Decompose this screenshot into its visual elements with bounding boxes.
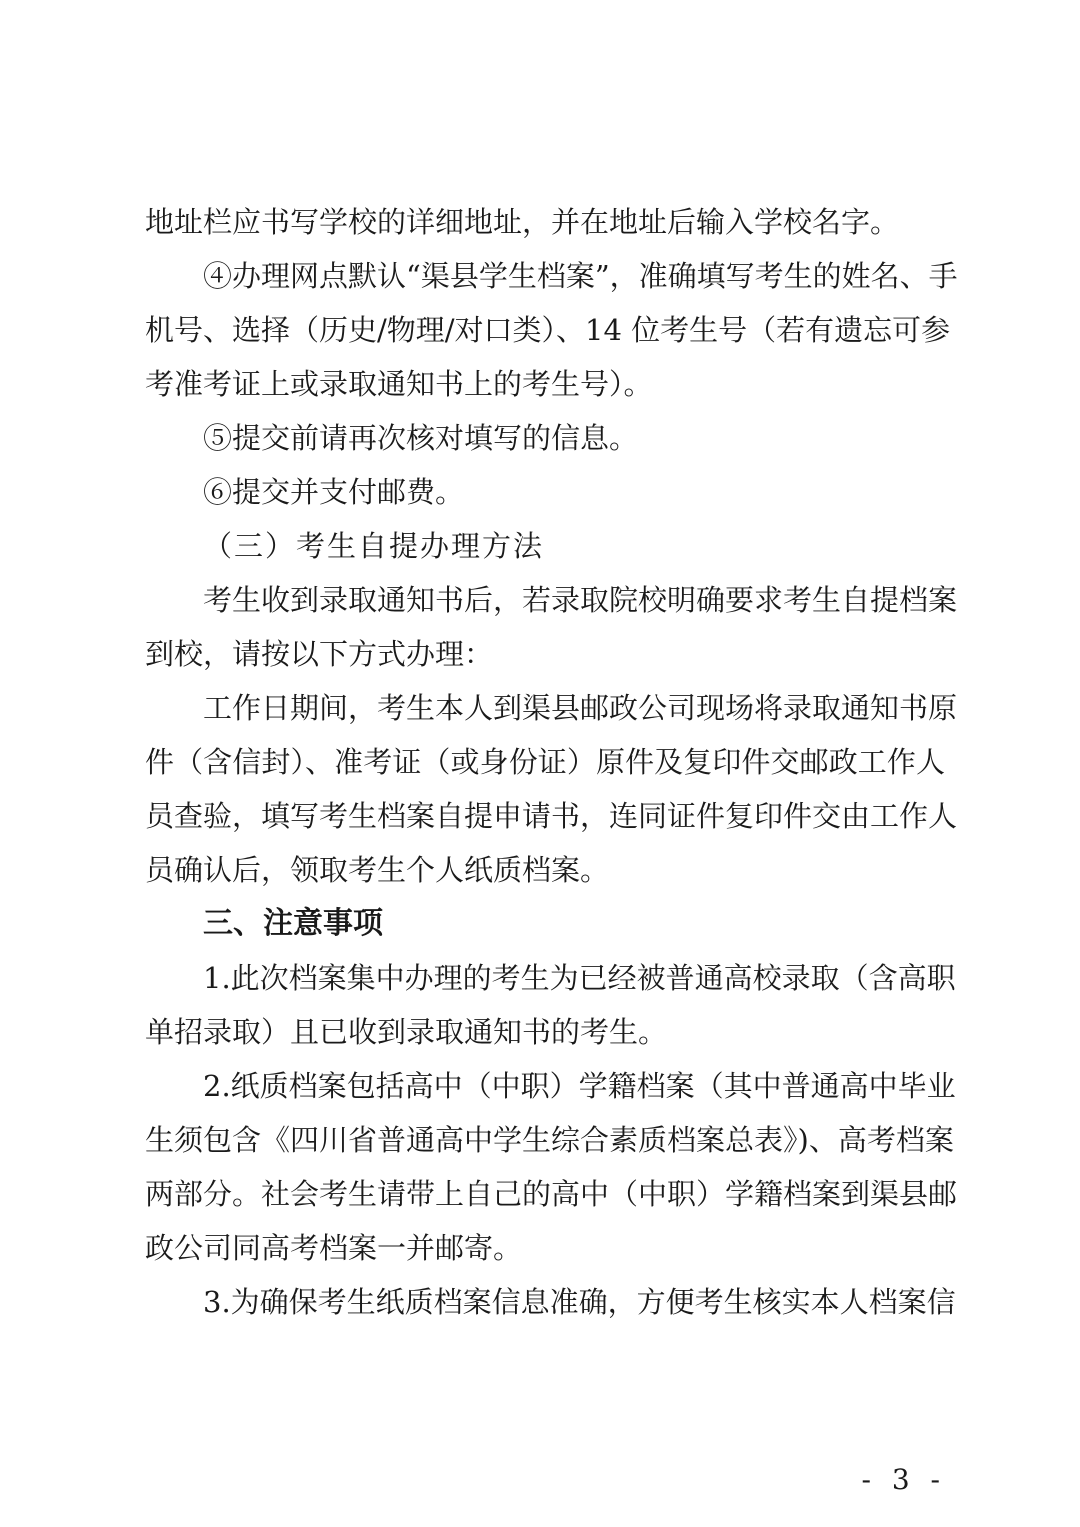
page-number: - 3 - [861, 1463, 946, 1496]
body-text-line: 生须包含《四川省普通高中学生综合素质档案总表》)、高考档案 [145, 1123, 954, 1157]
body-text-line: ④办理网点默认“渠县学生档案”，准确填写考生的姓名、手 [203, 259, 958, 293]
body-text-line: 考准考证上或录取通知书上的考生号）。 [145, 367, 653, 401]
body-text-line: 机号、选择（历史/物理/对口类）、14 位考生号（若有遗忘可参 [145, 313, 951, 347]
body-text-line: 两部分。社会考生请带上自己的高中（中职）学籍档案到渠县邮 [145, 1177, 958, 1211]
body-text-line: 政公司同高考档案一并邮寄。 [145, 1231, 523, 1265]
body-text-line: 单招录取）且已收到录取通知书的考生。 [145, 1015, 668, 1049]
body-text-line: 员查验，填写考生档案自提申请书，连同证件复印件交由工作人 [145, 799, 958, 833]
body-text-line: 2.纸质档案包括高中（中职）学籍档案（其中普通高中毕业 [203, 1069, 956, 1103]
body-text-line: 工作日期间，考生本人到渠县邮政公司现场将录取通知书原 [203, 691, 958, 725]
body-text-line: 员确认后，领取考生个人纸质档案。 [145, 853, 610, 887]
section-heading: 三、注意事项 [203, 906, 383, 941]
body-text-line: 地址栏应书写学校的详细地址，并在地址后输入学校名字。 [145, 205, 900, 239]
section-subheading: （三）考生自提办理方法 [203, 529, 545, 563]
body-text-line: 考生收到录取通知书后，若录取院校明确要求考生自提档案 [203, 583, 958, 617]
body-text-line: 1.此次档案集中办理的考生为已经被普通高校录取（含高职 [203, 961, 956, 995]
body-text-line: 到校，请按以下方式办理： [145, 637, 494, 671]
body-text-line: 件（含信封）、准考证（或身份证）原件及复印件交邮政工作人 [145, 745, 945, 779]
body-text-line: 3.为确保考生纸质档案信息准确，方便考生核实本人档案信 [203, 1285, 956, 1319]
body-text-line: ⑥提交并支付邮费。 [203, 475, 465, 509]
body-text-line: ⑤提交前请再次核对填写的信息。 [203, 421, 639, 455]
